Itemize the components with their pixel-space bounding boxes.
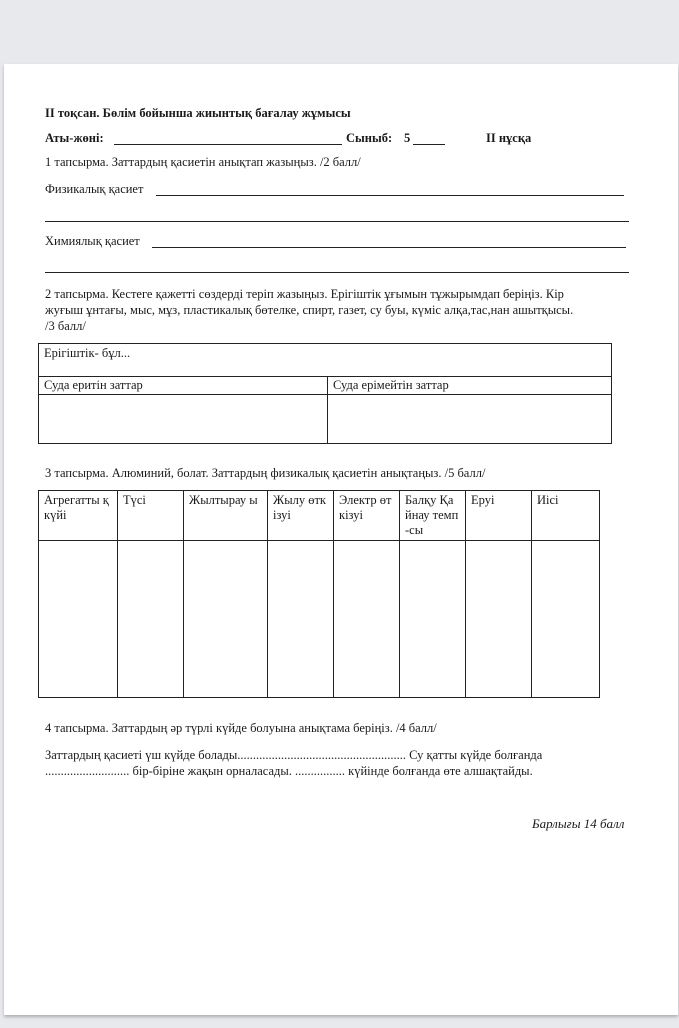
class-value: 5 xyxy=(404,131,411,145)
answer-cell[interactable] xyxy=(118,541,184,698)
solubility-definition-cell[interactable]: Ерігіштік- бұл... xyxy=(39,344,612,377)
answer-cell[interactable] xyxy=(532,541,600,698)
answer-cell[interactable] xyxy=(400,541,466,698)
solubility-table xyxy=(38,343,612,444)
chemical-property-line-2[interactable] xyxy=(45,272,629,273)
class-label: Сыныб: xyxy=(346,131,393,145)
chemical-property-label: Химиялық қасиет xyxy=(45,234,140,248)
soluble-answer-cell[interactable] xyxy=(39,395,328,444)
task2-heading-line2: жуғыш ұнтағы, мыс, мұз, пластикалық бөтелке, спирт, газет, су буы, күміс алқа,тас,нан ашытқысы. xyxy=(45,303,574,317)
physical-properties-table xyxy=(38,490,600,698)
column-header-odor: Иісі xyxy=(532,491,600,541)
name-input-line[interactable] xyxy=(114,144,342,145)
column-header-melting-boiling-temp: Балқу Қайнау темп-сы xyxy=(400,491,466,541)
physical-property-line-2[interactable] xyxy=(45,221,629,222)
insoluble-answer-cell[interactable] xyxy=(328,395,612,444)
answer-blank[interactable]: ...................................................... xyxy=(237,748,407,762)
soluble-column-header: Суда еритін заттар xyxy=(39,377,328,395)
column-header-aggregate-state: Агрегатты қ күйі xyxy=(39,491,118,541)
task4-line1-start: Заттардың қасиеті үш күйде болады xyxy=(45,748,238,762)
column-header-thermal-conductivity: Жылу өткізуі xyxy=(268,491,334,541)
column-header-solubility: Еруі xyxy=(466,491,532,541)
task4-line1-end: Су қатты күйде болғанда xyxy=(406,748,543,762)
task2-heading-line3: /3 балл/ xyxy=(45,319,86,333)
class-input-line[interactable] xyxy=(413,144,445,145)
name-label: Аты-жөні: xyxy=(45,131,104,145)
task4-heading: 4 тапсырма. Заттардың әр түрлі күйде болуына анықтама беріңіз. /4 балл/ xyxy=(45,721,437,735)
answer-blank[interactable]: ................ xyxy=(295,764,346,778)
task3-heading: 3 тапсырма. Алюминий, болат. Заттардың физикалық қасиетін анықтаңыз. /5 балл/ xyxy=(45,466,486,480)
task2-heading-line1: 2 тапсырма. Кестеге қажетті сөздерді теріп жазыңыз. Ерігіштік ұғымын тұжырымдап беріңіз. Кір xyxy=(45,287,564,301)
document-title: ІІ тоқсан. Бөлім бойынша жиынтық бағалау жұмысы xyxy=(45,106,351,120)
column-header-color: Түсі xyxy=(118,491,184,541)
chemical-property-line[interactable] xyxy=(152,247,626,248)
answer-cell[interactable] xyxy=(184,541,268,698)
task4-line2 xyxy=(45,763,533,779)
variant-label: ІІ нұсқа xyxy=(486,131,532,145)
physical-property-label: Физикалық қасиет xyxy=(45,182,144,196)
insoluble-column-header: Суда ерімейтін заттар xyxy=(328,377,612,395)
column-header-luster: Жылтырау ы xyxy=(184,491,268,541)
answer-cell[interactable] xyxy=(39,541,118,698)
answer-cell[interactable] xyxy=(466,541,532,698)
column-header-electrical-conductivity: Электр өткізуі xyxy=(334,491,400,541)
physical-property-line[interactable] xyxy=(156,195,624,196)
answer-cell[interactable] xyxy=(334,541,400,698)
answer-cell[interactable] xyxy=(268,541,334,698)
worksheet-page xyxy=(4,64,678,1015)
task4-line1 xyxy=(45,747,542,763)
task1-heading: 1 тапсырма. Заттардың қасиетін анықтап жазыңыз. /2 балл/ xyxy=(45,155,361,169)
task4-line2-mid: бір-біріне жақын орналасады. xyxy=(129,764,296,778)
task4-line2-end: күйінде болғанда өте алшақтайды. xyxy=(345,764,533,778)
total-score: Барлығы 14 балл xyxy=(532,816,625,831)
answer-blank[interactable]: ........................... xyxy=(45,764,130,778)
